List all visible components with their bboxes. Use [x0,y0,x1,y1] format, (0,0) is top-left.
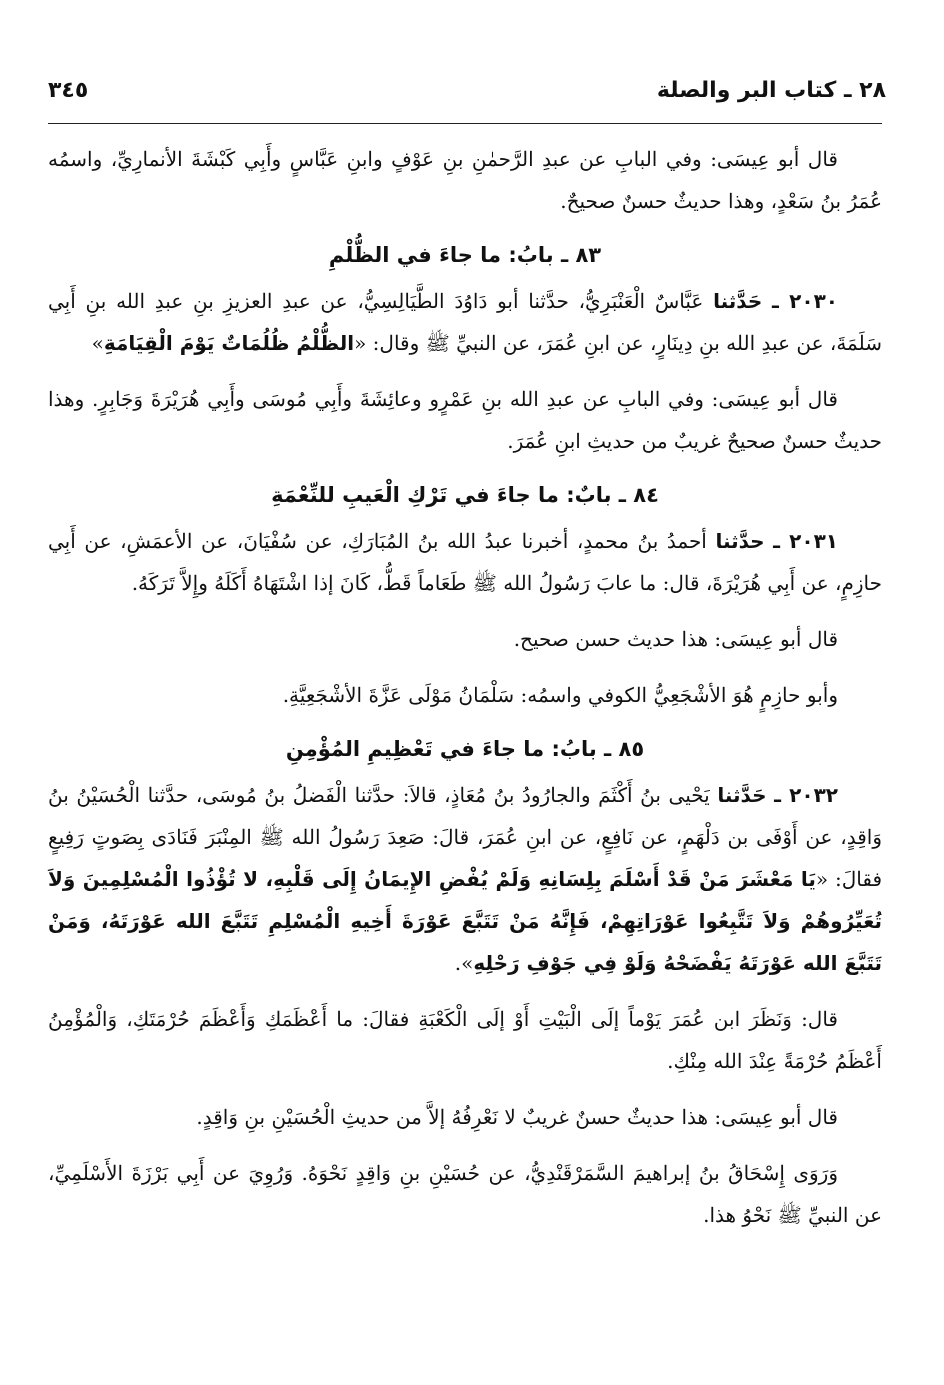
chapter-heading-83: ٨٣ ـ بابُ: ما جاءَ في الظُّلْمِ [328,243,602,267]
paragraph-abu-isa-2: قال أبو عِيسَى: وفي البابِ عن عبدِ الله بنِ عَمْرٍو وعائِشَةَ وأَبِي مُوسَى وأَبِي هُرَيْرَةَ وَجَابِرٍ. وهذا حديثٌ حسنٌ صحيحٌ غريبٌ من حديثِ ابنِ عُمَرَ. [48,387,882,453]
hadith-quote: يَا مَعْشَرَ مَنْ قَدْ أَسْلَمَ بِلِسَانِهِ وَلَمْ يُفْضِ الإِيمَانُ إِلَى قَلْبِهِ، لا تُؤْذُوا الْمُسْلِمِينَ وَلاَ تُعَيِّرُوهُمْ وَلاَ تَتَّبِعُوا عَوْرَاتِهِمْ، فَإِنَّهُ مَنْ تَتَبَّعَ عَوْرَةَ أَخِيهِ الْمُسْلِمِ تَتَبَّعَ الله عَوْرَتَهُ، وَمَنْ تَتَبَّعَ الله عَوْرَتَهُ يَفْضَحْهُ وَلَوْ فِي جَوْفِ رَحْلِهِ [48,867,882,975]
paragraph-abu-hazim: وأبو حازِمٍ هُوَ الأشْجَعِيُّ الكوفي واسمُه: سَلْمَانُ مَوْلَى عَزَّةَ الأشْجَعِيَّةِ. [282,683,838,707]
haddathana-word: حدَّثنا [715,529,765,553]
hadith-2030 [48,280,882,364]
hadith-text: عَبَّاسٌ الْعَنْبَرِيُّ، حدَّثنا أبو دَاوُدَ الطَّيَالِسِيُّ، عن عبدِ العزيزِ بنِ عبدِ الله بنِ أَبِي سَلَمَةَ، عن عبدِ الله بنِ دِينَارٍ، عن ابنِ عُمَرَ، عن النبيِّ ﷺ وقال: « [48,289,882,355]
paragraph-riwaya: وَرَوَى إِسْحَاقُ بنُ إبراهيمَ السَّمَرْقَنْدِيُّ، عن حُسَيْنِ بنِ وَاقِدٍ نَحْوَهُ. وَرُوِيَ عن أَبِي بَرْزَةَ الأَسْلَمِيِّ، عن النبيِّ ﷺ نَحْوُ هذا. [48,1161,882,1227]
hadith-text: أحمدُ بنُ محمدٍ، أخبرنا عبدُ الله بنُ المُبَارَكِ، عن سُفْيَانَ، عن الأعمَشِ، عن أَبِي حازِمٍ، عن أَبِي هُرَيْرَةَ، قال: ما عابَ رَسُولُ الله ﷺ طَعَاماً قَطُّ، كَانَ إذا اشْتَهَاهُ أَكَلَهُ وإِلاَّ تَرَكَهُ. [48,529,882,595]
paragraph-abu-isa-3: قال أبو عِيسَى: هذا حديث حسن صحيح. [513,627,838,651]
page-number: ٣٤٥ [48,77,89,103]
paragraph-ibn-umar-kaaba: قال: وَنَظَرَ ابن عُمَرَ يَوْماً إلَى الْبَيْتِ أَوْ إلَى الْكَعْبَةِ فقالَ: ما أَعْظَمَكِ وَأَعْظَمَ حُرْمَتَكِ، وَالْمُؤْمِنُ أَعْظَمُ حُرْمَةً عِنْدَ الله مِنْكِ. [48,1007,882,1073]
quote-end: ». [454,951,474,975]
hadith-2032 [48,774,882,984]
page-header [48,70,886,110]
chapter-heading-85: ٨٥ ـ بابُ: ما جاءَ في تَعْظِيمِ المُؤْمِنِ [285,737,645,761]
paragraph-abu-isa-1: قال أبو عِيسَى: وفي البابِ عن عبدِ الرَّحمٰنِ بنِ عَوْفٍ وابنِ عَبَّاسٍ وأَبِي كَبْشَةَ الأنمارِيِّ، واسمُه عُمَرُ بنُ سَعْدٍ، وهذا حديثٌ حسنٌ صحيحٌ. [48,147,882,213]
chapter-title: ٢٨ ـ كتاب البر والصلة [656,77,886,103]
haddathana-word: حَدَّثنا [713,289,763,313]
hadith-text: يَحْيى بنُ أَكْثَمَ والجارُودُ بنُ مُعَاذٍ، قالاَ: حدَّثنا الْفَضلُ بنُ مُوسَى، حدَّثنا الْحُسَيْنُ بنُ وَاقِدٍ، عن أَوْفَى بن دَلْهَمٍ، عن نَافِعٍ، عن ابنِ عُمَرَ، قالَ: صَعِدَ رَسُولُ الله ﷺ المِنْبَرَ فَنَادَى بِصَوتٍ رَفِيعٍ فقالَ: « [48,783,882,891]
haddathana-word: حَدَّثنا [717,783,767,807]
hadith-number: ٢٠٣٢ ـ [774,783,838,807]
quote-end: » [91,331,104,355]
hadith-number: ٢٠٣٠ ـ [771,289,838,313]
chapter-heading-84: ٨٤ ـ بابٌ: ما جاءَ في تَرْكِ الْعَيبِ للنِّعْمَةِ [271,483,659,507]
paragraph-abu-isa-4: قال أبو عِيسَى: هذا حديثٌ حسنٌ غريبٌ لا نَعْرِفُهُ إلاَّ من حديثِ الْحُسَيْنِ بنِ وَاقِدٍ. [196,1105,838,1129]
hadith-quote: الظُّلْمُ ظُلُمَاتٌ يَوْمَ الْقِيَامَةِ [103,331,355,355]
page-body [48,138,882,1236]
header-divider [48,123,882,124]
hadith-number: ٢٠٣١ ـ [773,529,838,553]
hadith-2031 [48,520,882,604]
